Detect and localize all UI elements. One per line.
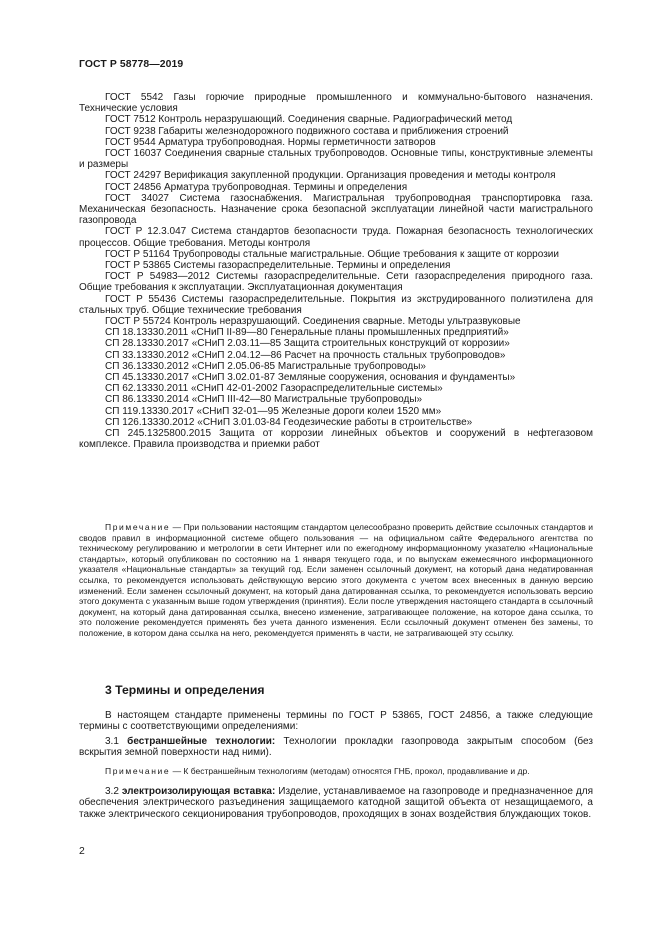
reference-item: ГОСТ 9544 Арматура трубопроводная. Нормы герметичности затворов [105,136,436,148]
section-title: 3 Термины и определения [105,683,265,697]
reference-item: СП 126.13330.2012 «СНиП 3.01.03-84 Геодезические работы в строительстве» [105,416,473,428]
section-intro: В настоящем стандарте применены термины по ГОСТ Р 53865, ГОСТ 24856, а также следующие термины с соответствующими определениями: [79,710,593,733]
term-name: электроизолирующая вставка: [121,786,276,797]
reference-item: ГОСТ Р 51164 Трубопроводы стальные магистральные. Общие требования к защите от коррозии [105,248,559,260]
reference-item: СП 119.13330.2017 «СНиП 32-01—95 Железные дороги колеи 1520 мм» [105,405,442,417]
term-definition [79,786,593,820]
term-definition [79,736,593,759]
reference-item: ГОСТ 16037 Соединения сварные стальных трубопроводов. Основные типы, конструктивные элементы и размеры [79,148,593,171]
reference-item: ГОСТ Р 54983—2012 Системы газораспределительные. Сети газораспределения природного газа. Общие требования к эксплуатации. Эксплуатационная документация [79,271,593,294]
references-note [79,522,593,639]
reference-item: ГОСТ 34027 Система газоснабжения. Магистральная трубопроводная транспортировка газа. Механическая безопасность. Назначение срока безопасной эксплуатации линейной части магистрального газопровода [79,192,593,227]
reference-item: ГОСТ 7512 Контроль неразрушающий. Соединения сварные. Радиографический метод [105,114,513,126]
reference-item: СП 86.13330.2014 «СНиП III-42—80 Магистральные трубопроводы» [105,394,423,406]
term-number: 3.2 [105,786,122,797]
note-label: Примечание [105,522,171,532]
reference-item: ГОСТ 24856 Арматура трубопроводная. Термины и определения [105,181,408,193]
reference-item: СП 18.13330.2011 «СНиП II-89—80 Генеральные планы промышленных предприятий» [105,327,509,339]
reference-item: СП 33.13330.2012 «СНиП 2.04.12—86 Расчет на прочность стальных трубопроводов» [105,349,506,361]
term-text: Изделие, устанавливаемое на газопроводе и предназначенное для обеспечения электрического разъединения защищаемого катодной защитой объекта от незащищаемого, а также электрического секционирования трубопроводов, проходящих в зонах воздействия блуждающих токов. [79,786,593,820]
reference-item: ГОСТ Р 12.3.047 Система стандартов безопасности труда. Пожарная безопасность технологических процессов. Общие требования. Методы контроля [79,226,593,249]
references-list [79,92,593,451]
reference-item: СП 245.1325800.2015 Защита от коррозии линейных объектов и сооружений в нефтегазовом комплексе. Правила производства и приемки работ [79,428,593,451]
document-header: ГОСТ Р 58778—2019 [79,59,184,70]
reference-item: ГОСТ Р 53865 Системы газораспределительные. Термины и определения [105,260,451,272]
term-note [79,766,593,777]
term-name: бестраншейные технологии: [127,736,276,747]
reference-item: ГОСТ 9238 Габариты железнодорожного подвижного состава и приближения строений [105,125,509,137]
term-text: Технологии прокладки газопровода закрытым способом (без вскрытия земной поверхности над ними). [79,736,593,759]
reference-item: ГОСТ Р 55436 Системы газораспределительные. Покрытия из экструдированного полиэтилена для стальных труб. Общие технические требования [79,293,593,316]
term-number: 3.1 [105,736,128,747]
reference-item: ГОСТ Р 55724 Контроль неразрушающий. Соединения сварные. Методы ультразвуковые [105,316,521,328]
reference-item: СП 62.13330.2011 «СНиП 42-01-2002 Газораспределительные системы» [105,383,443,395]
page-number: 2 [79,846,85,857]
reference-item: ГОСТ 5542 Газы горючие природные промышленного и коммунально-бытового назначения. Технические условия [79,92,593,115]
note-text: — К бестраншейным технологиям (методам) относятся ГНБ, прокол, продавливание и др. [170,766,530,776]
reference-item: СП 45.13330.2017 «СНиП 3.02.01-87 Земляные сооружения, основания и фундаменты» [105,372,516,384]
reference-item: СП 36.13330.2012 «СНиП 2.05.06-85 Магистральные трубопроводы» [105,360,426,372]
reference-item: ГОСТ 24297 Верификация закупленной продукции. Организация проведения и методы контроля [105,170,556,182]
reference-item: СП 28.13330.2017 «СНиП 2.03.11—85 Защита строительных конструкций от коррозии» [105,338,510,350]
note-text: — При пользовании настоящим стандартом целесообразно проверить действие ссылочных стандартов и сводов правил в информационной системе общего пользования — на официальном сайте Федерального агентства по техническому регулированию и метрологии в сети Интернет или по ежегодному информационному указателю «Национальные стандарты», который опубликован по состоянию на 1 января текущего года, и по выпускам ежемесячного информационного указателя «Национальные стандарты» за текущий год. Если заменен ссылочный документ, на который дана недатированная ссылка, то рекомендуется использовать действующую версию этого документа с учетом всех внесенных в данную версию изменений. Если заменен ссылочный документ, на который дана датированная ссылка, то рекомендуется использовать версию этого документа с указанным выше годом утверждения (принятия). Если после утверждения настоящего стандарта в ссылочный документ, на который дана датированная ссылка, внесено изменение, затрагивающее положение, на которое дана ссылка, то это положение рекомендуется применять без учета данного изменения. Если ссылочный документ отменен без замены, то положение, в котором дана ссылка на него, рекомендуется применять в части, не затрагивающей эту ссылку. [79,522,593,638]
note-label: Примечание [105,766,171,776]
